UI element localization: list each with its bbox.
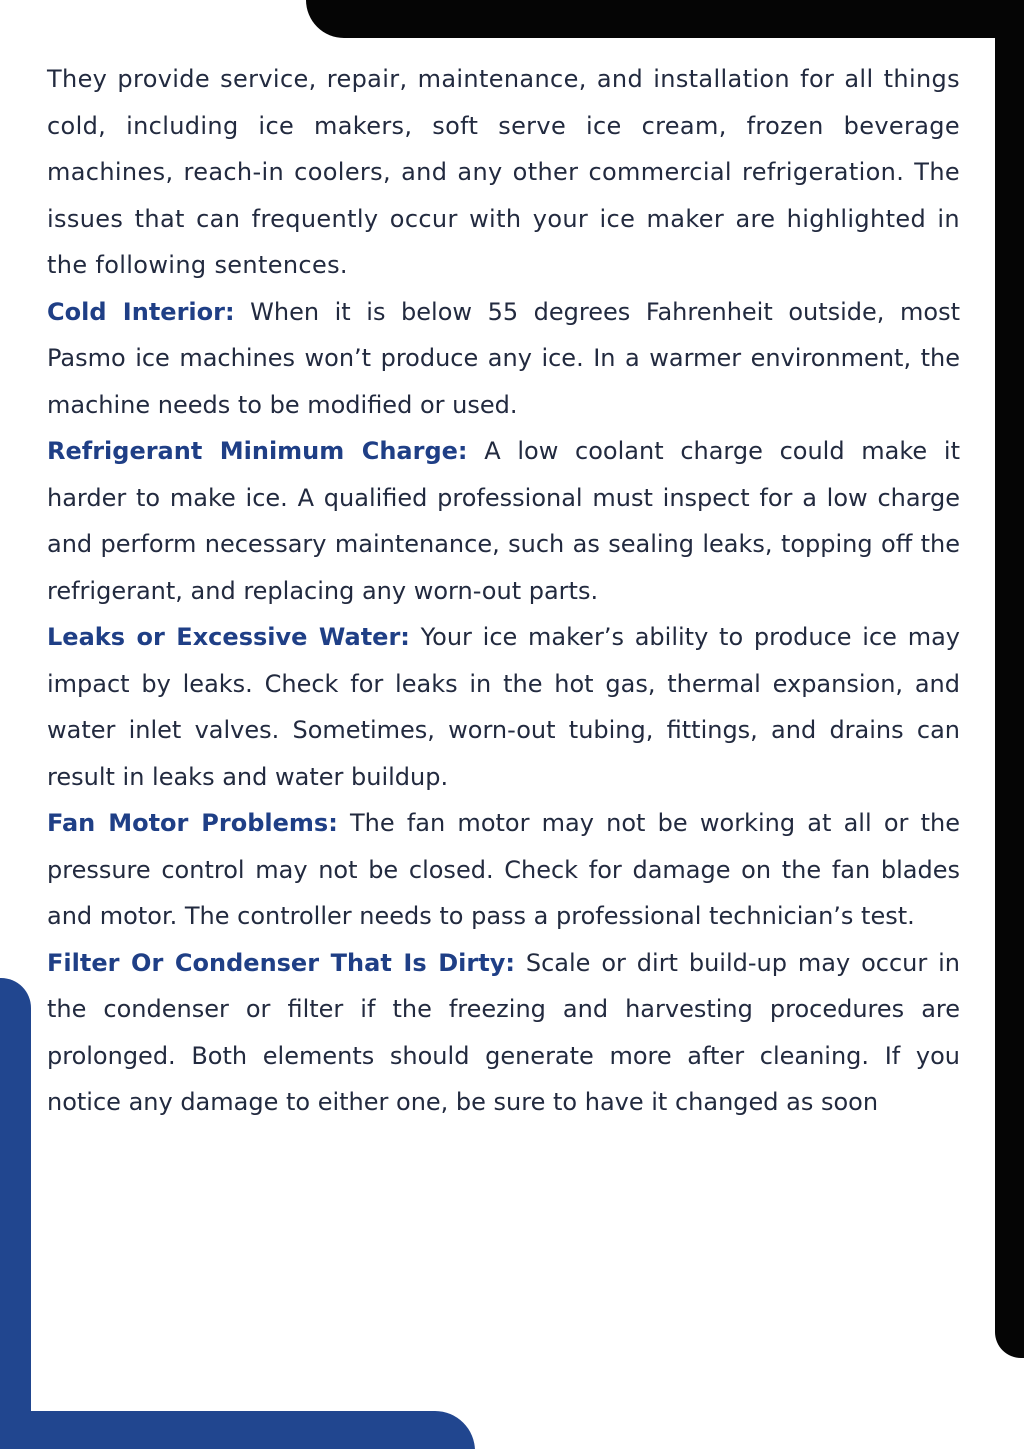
- blue-left-border-decoration: [0, 978, 31, 1449]
- section-body: The fan motor may not be working at all or the pressure control may not be closed. Check for damage on the fan blades and motor. The controller needs to pass a professional technician’s test.: [47, 809, 960, 930]
- black-corner-decoration: [306, 0, 1024, 38]
- section-body: Scale or dirt build-up may occur in the condenser or filter if the freezing and harvesting procedures are prolonged. Both elements should generate more after cleaning. If you notice any damage to either one, be sure to have it changed as soon: [47, 948, 961, 1116]
- section-body: A low coolant charge could make it harder to make ice. A qualified professional must inspect for a low charge and perform necessary maintenance, such as sealing leaks, topping off the refrigerant, and replacing any worn-out parts.: [47, 437, 960, 605]
- section-fan-motor-problems: [47, 800, 960, 940]
- section-leaks-excessive-water: [47, 614, 960, 800]
- section-body: Your ice maker’s ability to produce ice may impact by leaks. Check for leaks in the hot gas, thermal expansion, and water inlet valves. Sometimes, worn-out tubing, fittings, and drains can result in leaks and water buildup.: [47, 623, 960, 791]
- article-body: [47, 56, 960, 1126]
- section-refrigerant-minimum-charge: [47, 428, 960, 614]
- intro-paragraph: They provide service, repair, maintenance, and installation for all things cold, including ice makers, soft serve ice cream, frozen beverage machines, reach-in coolers, and any other commercial refrigeration. The issues that can frequently occur with your ice maker are highlighted in the following sentences.: [47, 65, 960, 279]
- section-cold-interior: [47, 289, 960, 429]
- section-heading: Cold Interior:: [47, 297, 235, 326]
- blue-bottom-decoration: [0, 1411, 475, 1449]
- section-dirty-filter-condenser: [47, 940, 960, 1126]
- black-right-border-decoration: [995, 0, 1024, 1358]
- section-heading: Fan Motor Problems:: [47, 809, 338, 837]
- section-heading: Filter Or Condenser That Is Dirty:: [47, 948, 515, 977]
- section-body: When it is below 55 degrees Fahrenheit outside, most Pasmo ice machines won’t produce any ice. In a warmer environment, the machine needs to be modified or used.: [47, 297, 960, 419]
- section-heading: Refrigerant Minimum Charge:: [47, 437, 468, 465]
- section-heading: Leaks or Excessive Water:: [47, 623, 410, 651]
